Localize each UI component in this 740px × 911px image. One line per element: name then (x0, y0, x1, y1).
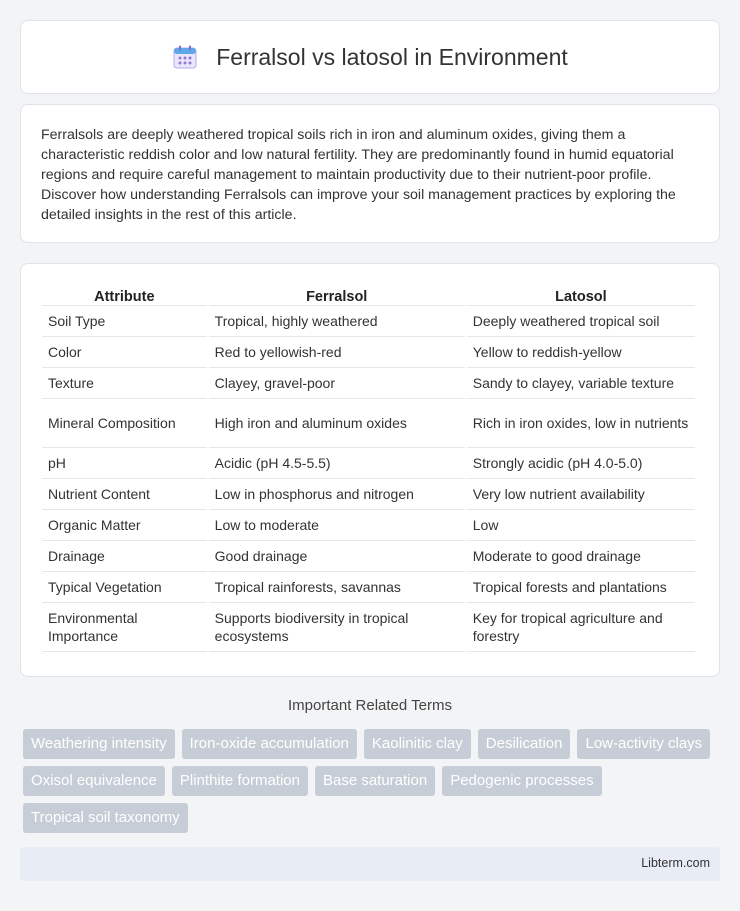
attribute-cell: Environmental Importance (42, 603, 207, 652)
latosol-cell: Sandy to clayey, variable texture (467, 368, 695, 399)
latosol-cell: Very low nutrient availability (467, 479, 695, 510)
latosol-cell: Low (467, 510, 695, 541)
table-row (42, 399, 695, 448)
table-row (42, 306, 695, 337)
latosol-cell: Deeply weathered tropical soil (467, 306, 695, 337)
intro-card (20, 104, 720, 243)
table-row (42, 337, 695, 368)
latosol-cell: Strongly acidic (pH 4.0-5.0) (467, 448, 695, 479)
intro-paragraph: Ferralsols are deeply weathered tropical soils rich in iron and aluminum oxides, giving them a characteristic reddish color and low natural fertility. They are predominantly found in humid equatorial regions and require careful management to maintain productivity due to their nutrient-poor profile. Discover how understanding Ferralsols can improve your soil management practices by exploring the detailed insights in the rest of this article. (41, 127, 676, 223)
related-term-tag[interactable]: Iron-oxide accumulation (182, 729, 357, 759)
page-title: Ferralsol vs latosol in Environment (216, 43, 568, 70)
ferralsol-cell: Acidic (pH 4.5-5.5) (209, 448, 465, 479)
comparison-table (40, 286, 697, 652)
table-row (42, 479, 695, 510)
related-term-tag[interactable]: Plinthite formation (172, 766, 308, 796)
related-term-tag[interactable]: Oxisol equivalence (23, 766, 165, 796)
related-term-tag[interactable]: Base saturation (315, 766, 435, 796)
calendar-icon (172, 44, 198, 70)
ferralsol-cell: Clayey, gravel-poor (209, 368, 465, 399)
attribute-cell: Color (42, 337, 207, 368)
table-row (42, 541, 695, 572)
attribute-cell: Nutrient Content (42, 479, 207, 510)
attribute-cell: Texture (42, 368, 207, 399)
attribute-cell: Soil Type (42, 306, 207, 337)
footer-site-link[interactable]: Libterm.com (641, 856, 710, 870)
latosol-cell: Key for tropical agriculture and forestry (467, 603, 695, 652)
related-term-tag[interactable]: Weathering intensity (23, 729, 175, 759)
related-terms-list (23, 729, 723, 833)
footer-bar (20, 847, 720, 881)
latosol-cell: Rich in iron oxides, low in nutrients (467, 399, 695, 448)
related-terms-heading: Important Related Terms (288, 697, 452, 714)
table-row (42, 510, 695, 541)
ferralsol-cell: Low in phosphorus and nitrogen (209, 479, 465, 510)
ferralsol-cell: Tropical rainforests, savannas (209, 572, 465, 603)
table-header-row (42, 286, 695, 306)
ferralsol-cell: Tropical, highly weathered (209, 306, 465, 337)
related-term-tag[interactable]: Desilication (478, 729, 571, 759)
comparison-table-card (20, 263, 720, 677)
header-attribute: Attribute (42, 286, 207, 306)
attribute-cell: Drainage (42, 541, 207, 572)
header-latosol: Latosol (467, 286, 695, 306)
ferralsol-cell: High iron and aluminum oxides (209, 399, 465, 448)
table-row (42, 603, 695, 652)
attribute-cell: Organic Matter (42, 510, 207, 541)
related-term-tag[interactable]: Pedogenic processes (442, 766, 601, 796)
attribute-cell: Mineral Composition (42, 399, 207, 448)
table-row (42, 572, 695, 603)
latosol-cell: Yellow to reddish-yellow (467, 337, 695, 368)
related-term-tag[interactable]: Low-activity clays (577, 729, 710, 759)
related-term-tag[interactable]: Kaolinitic clay (364, 729, 471, 759)
attribute-cell: pH (42, 448, 207, 479)
ferralsol-cell: Good drainage (209, 541, 465, 572)
ferralsol-cell: Red to yellowish-red (209, 337, 465, 368)
header-card (20, 20, 720, 94)
title-wrap (172, 44, 568, 71)
ferralsol-cell: Low to moderate (209, 510, 465, 541)
ferralsol-cell: Supports biodiversity in tropical ecosystems (209, 603, 465, 652)
table-row (42, 448, 695, 479)
table-row (42, 368, 695, 399)
latosol-cell: Tropical forests and plantations (467, 572, 695, 603)
attribute-cell: Typical Vegetation (42, 572, 207, 603)
header-ferralsol: Ferralsol (209, 286, 465, 306)
related-term-tag[interactable]: Tropical soil taxonomy (23, 803, 188, 833)
latosol-cell: Moderate to good drainage (467, 541, 695, 572)
